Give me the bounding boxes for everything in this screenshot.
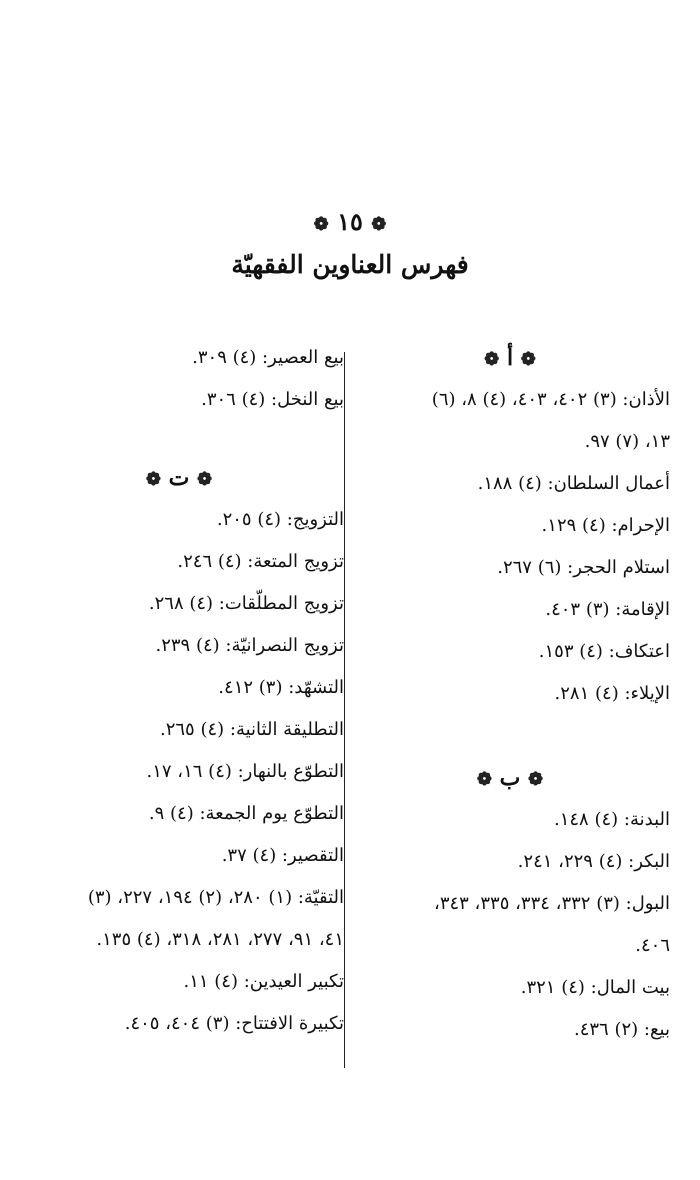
index-entry: ٤٠٦.	[635, 935, 670, 956]
index-column-right	[350, 337, 670, 1051]
column-divider	[344, 352, 345, 1068]
index-entry: تكبير العيدين: (٤) ١١.	[183, 971, 344, 992]
ornament-icon: ❁	[476, 769, 492, 790]
index-entry: ٤١، ٩١، ٢٧٧، ٢٨١، ٣١٨، (٤) ١٣٥.	[96, 929, 344, 950]
letter-heading-text: أ	[506, 345, 514, 371]
ornament-icon: ❁	[520, 349, 536, 370]
index-entry: تزويج المطلّقات: (٤) ٢٦٨.	[148, 593, 344, 614]
index-entry: تزويج المتعة: (٤) ٢٤٦.	[177, 551, 344, 572]
ornament-icon: ❁	[528, 769, 544, 790]
index-entry: بيت المال: (٤) ٣٢١.	[520, 977, 670, 998]
index-entry: الأذان: (٣) ٤٠٢، ٤٠٣، (٤) ٨، (٦)	[431, 389, 670, 410]
spacer	[350, 715, 670, 757]
index-entry: التشهّد: (٣) ٤١٢.	[218, 677, 344, 698]
index-entry: التزويج: (٤) ٢٠٥.	[216, 509, 344, 530]
index-entry: بيع: (٢) ٤٣٦.	[573, 1019, 670, 1040]
chapter-number	[0, 207, 700, 236]
letter-heading-ba	[350, 757, 670, 799]
index-entry: استلام الحجر: (٦) ٢٦٧.	[497, 557, 670, 578]
index-entry: أعمال السلطان: (٤) ١٨٨.	[477, 473, 670, 494]
index-entry: بيع النخل: (٤) ٣٠٦.	[201, 389, 344, 410]
index-entry: بيع العصير: (٤) ٣٠٩.	[192, 347, 344, 368]
index-entry: التطوّع يوم الجمعة: (٤) ٩.	[148, 803, 344, 824]
spacer	[14, 421, 344, 457]
letter-heading-alif	[350, 337, 670, 379]
index-entry: التطليقة الثانية: (٤) ٢٦٥.	[159, 719, 344, 740]
index-entry: التقصير: (٤) ٣٧.	[221, 845, 344, 866]
index-entry: تكبيرة الافتتاح: (٣) ٤٠٤، ٤٠٥.	[124, 1013, 344, 1034]
chapter-number-text: ١٥	[337, 207, 363, 236]
index-entry: اعتكاف: (٤) ١٥٣.	[538, 641, 670, 662]
page-title: فهرس العناوين الفقهيّة	[231, 250, 469, 279]
index-entry: تزويج النصرانيّة: (٤) ٢٣٩.	[155, 635, 344, 656]
letter-heading-ta	[14, 457, 344, 499]
index-entry: الإيلاء: (٤) ٢٨١.	[554, 683, 670, 704]
index-entry: البول: (٣) ٣٣٢، ٣٣٤، ٣٣٥، ٣٤٣،	[434, 893, 670, 914]
index-column-left	[14, 337, 344, 1045]
letter-heading-text: ب	[499, 765, 521, 791]
index-entry: البكر: (٤) ٢٢٩، ٢٤١.	[517, 851, 670, 872]
ornament-icon: ❁	[197, 469, 213, 490]
index-entry: ١٣، (٧) ٩٧.	[584, 431, 670, 452]
index-entry: الإقامة: (٣) ٤٠٣.	[545, 599, 670, 620]
index-entry: التطوّع بالنهار: (٤) ١٦، ١٧.	[146, 761, 344, 782]
ornament-icon: ❁	[484, 349, 500, 370]
index-entry: التقيّة: (١) ٢٨٠، (٢) ١٩٤، ٢٢٧، (٣)	[87, 887, 344, 908]
index-entry: الإحرام: (٤) ١٢٩.	[541, 515, 670, 536]
letter-heading-text: ت	[168, 465, 190, 491]
ornament-icon: ❁	[145, 469, 161, 490]
ornament-left-icon: ❁	[313, 214, 329, 235]
index-entry: البدنة: (٤) ١٤٨.	[553, 809, 670, 830]
ornament-right-icon: ❁	[371, 214, 387, 235]
